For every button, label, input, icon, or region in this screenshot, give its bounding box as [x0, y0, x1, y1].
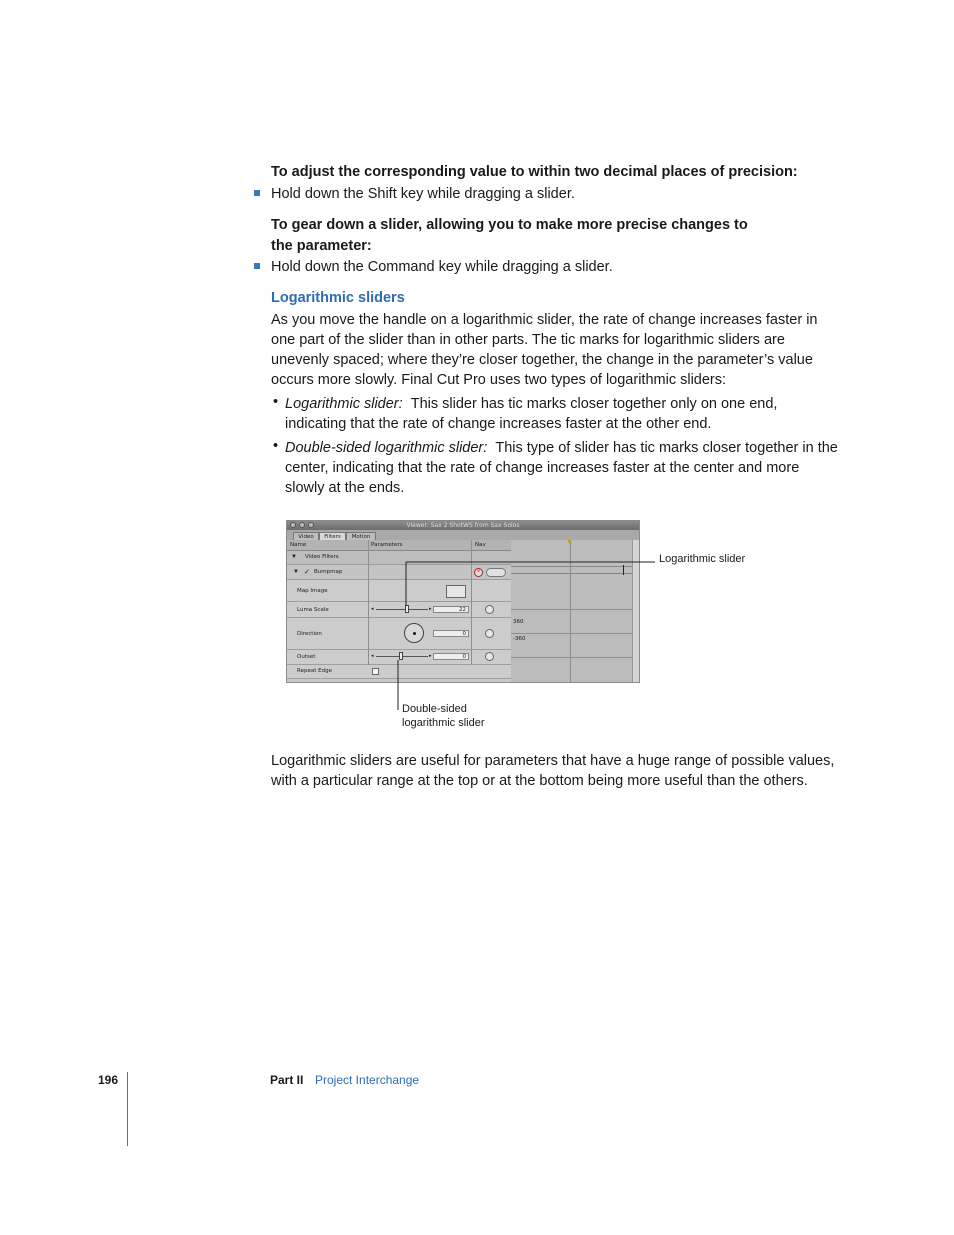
- paragraph-line: one part of the slider than in other parts. The tic marks for logarithmic sliders are: [271, 332, 785, 348]
- bullet-dot-icon: •: [273, 438, 279, 454]
- section-title: Logarithmic sliders: [271, 290, 405, 306]
- luma-scale-value[interactable]: 22: [433, 606, 469, 613]
- graph-max-label: 360: [513, 619, 524, 625]
- graph-min-label: -360: [513, 636, 526, 642]
- col-parameters: Parameters: [371, 542, 403, 548]
- definition-cont: indicating that the rate of change increases faster at the other end.: [285, 416, 712, 432]
- term: Logarithmic slider:: [285, 396, 403, 412]
- callout-double-sided-slider: [402, 702, 485, 730]
- row-label: Video Filters: [305, 554, 339, 560]
- paragraph-line: unevenly spaced; where they’re closer together, the change in the parameter’s value: [271, 352, 813, 368]
- callout-line-text: Double-sided: [402, 703, 467, 715]
- instruction-heading-precision: To adjust the corresponding value to within two decimal places of precision:: [271, 164, 798, 180]
- viewer-title: Viewer: Sax 2 ShotWS from Sax Solos: [406, 522, 520, 529]
- tab-filters[interactable]: Filters: [319, 532, 346, 540]
- col-name: Name: [290, 542, 307, 548]
- paragraph-line: Logarithmic sliders are useful for parameters that have a huge range of possible values,: [271, 753, 835, 769]
- slider-left-arrow-icon[interactable]: ◂: [371, 606, 374, 612]
- paragraph-line: occurs more slowly. Final Cut Pro uses two types of logarithmic sliders:: [271, 372, 727, 388]
- direction-value[interactable]: 0: [433, 630, 469, 637]
- tab-video[interactable]: Video: [293, 532, 319, 540]
- tab-motion[interactable]: Motion: [346, 532, 376, 540]
- footer-chapter: Project Interchange: [315, 1073, 420, 1087]
- playhead-icon[interactable]: ▼: [566, 539, 573, 546]
- outset-value[interactable]: 0: [433, 653, 469, 660]
- definition: This type of slider has tic marks closer together in the: [495, 440, 838, 456]
- row-label: Repeat Edge: [297, 668, 332, 674]
- row-label: Direction: [297, 631, 322, 637]
- row-label: Bumpmap: [314, 569, 343, 575]
- row-label: Map Image: [297, 588, 328, 594]
- col-nav: Nav: [475, 542, 486, 548]
- disclosure-triangle-icon[interactable]: ▼: [293, 569, 299, 575]
- definition-cont: center, indicating that the rate of change increases faster at the center and more: [285, 460, 800, 476]
- slider-right-arrow-icon[interactable]: ▸: [429, 653, 432, 659]
- paragraph-line: As you move the handle on a logarithmic slider, the rate of change increases faster in: [271, 312, 818, 328]
- slider-left-arrow-icon[interactable]: ◂: [371, 653, 374, 659]
- reset-icon[interactable]: ×: [474, 568, 483, 577]
- heading-line: To gear down a slider, allowing you to make more precise changes to: [271, 217, 748, 233]
- bullet-dot-icon: •: [273, 394, 279, 410]
- term: Double-sided logarithmic slider:: [285, 440, 488, 456]
- checkmark-icon[interactable]: ✓: [304, 569, 310, 576]
- row-label: Luma Scale: [297, 607, 329, 613]
- definition-cont: slowly at the ends.: [285, 480, 405, 496]
- callout-line-text: logarithmic slider: [402, 717, 485, 729]
- slider-right-arrow-icon[interactable]: ▸: [429, 606, 432, 612]
- row-label: Outset: [297, 654, 316, 660]
- footer-divider: [127, 1072, 128, 1146]
- instruction-step-shift: Hold down the Shift key while dragging a slider.: [271, 186, 575, 202]
- footer-part: Part II: [270, 1073, 304, 1087]
- disclosure-triangle-icon[interactable]: ▼: [291, 554, 297, 560]
- heading-line: the parameter:: [271, 238, 372, 254]
- summary-paragraph: [271, 751, 834, 791]
- paragraph-line: with a particular range at the top or at the bottom being more useful than the others.: [271, 773, 808, 789]
- definition: This slider has tic marks closer together only on one end,: [410, 396, 778, 412]
- page-number: 196: [98, 1073, 119, 1087]
- callout-logarithmic-slider: Logarithmic slider: [659, 553, 746, 565]
- instruction-step-command: Hold down the Command key while dragging a slider.: [271, 259, 613, 275]
